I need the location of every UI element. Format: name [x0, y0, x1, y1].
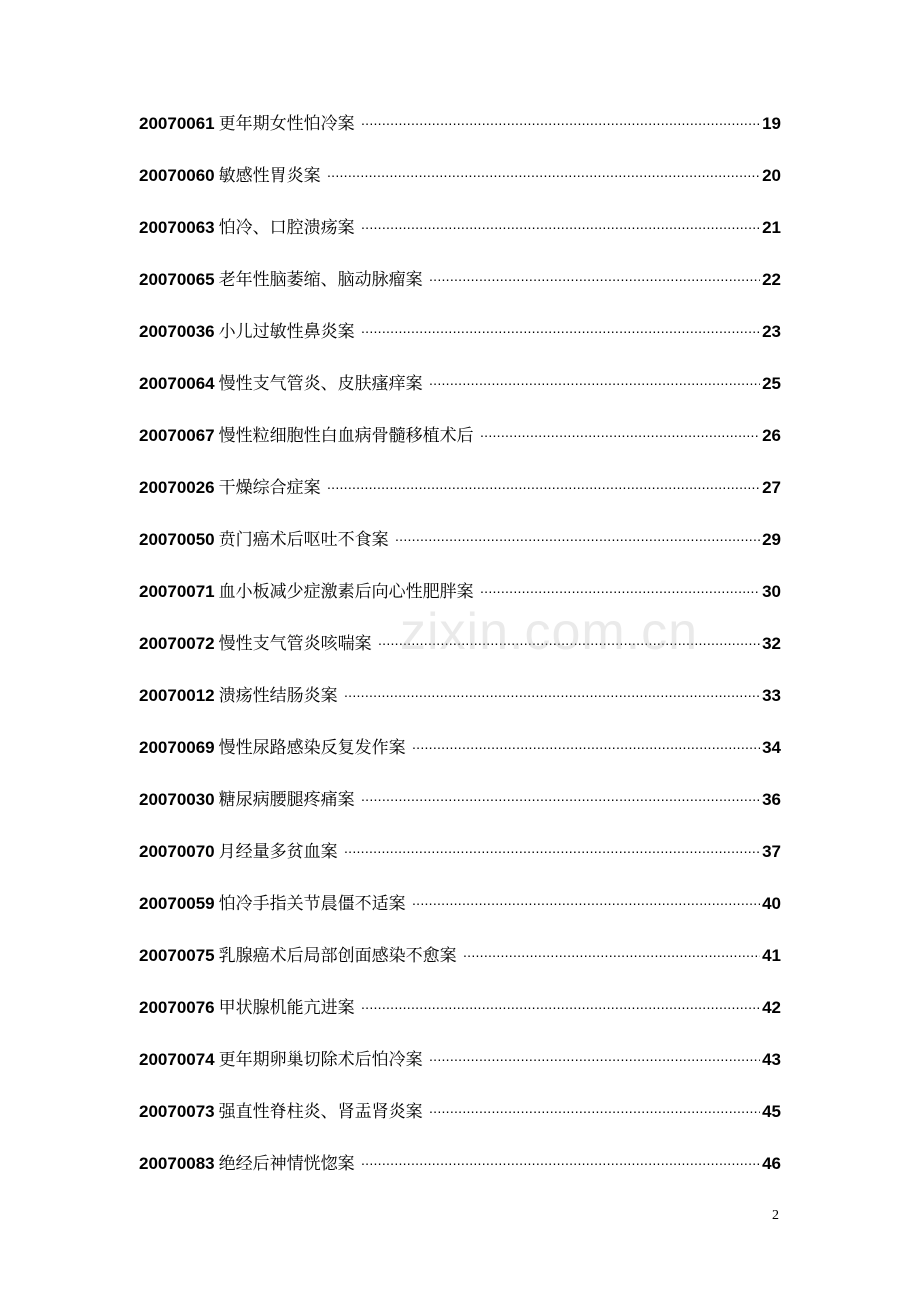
toc-entry-code: 20070065 [139, 270, 215, 289]
toc-entry-code: 20070036 [139, 322, 215, 341]
toc-dot-leader [361, 109, 760, 137]
toc-entry-title: 糖尿病腰腿疼痛案 [218, 790, 355, 810]
toc-dot-leader [361, 1149, 760, 1177]
toc-entry[interactable] [139, 370, 781, 422]
toc-entry-page: 41 [762, 946, 781, 965]
toc-entry-page: 33 [762, 686, 781, 705]
toc-entry-page: 21 [762, 218, 781, 237]
toc-entry-title: 老年性脑萎缩、脑动脉瘤案 [218, 270, 423, 290]
toc-entry[interactable] [139, 318, 781, 370]
toc-entry-page: 23 [762, 322, 781, 341]
toc-dot-leader [395, 525, 760, 553]
toc-entry-code: 20070070 [139, 842, 215, 861]
toc-entry-page: 20 [762, 166, 781, 185]
toc-entry-page: 22 [762, 270, 781, 289]
toc-entry-title: 怕冷、口腔溃疡案 [218, 218, 355, 238]
toc-entry-page: 27 [762, 478, 781, 497]
toc-entry-title: 乳腺癌术后局部创面感染不愈案 [218, 946, 457, 966]
toc-entry[interactable] [139, 162, 781, 214]
toc-entry-title: 敏感性胃炎案 [218, 166, 321, 186]
toc-entry-page: 26 [762, 426, 781, 445]
toc-dot-leader [480, 577, 760, 605]
toc-entry-code: 20070030 [139, 790, 215, 809]
toc-entry-code: 20070061 [139, 114, 215, 133]
toc-dot-leader [361, 993, 760, 1021]
toc-entry-code: 20070083 [139, 1154, 215, 1173]
toc-entry-page: 46 [762, 1154, 781, 1173]
toc-entry-code: 20070069 [139, 738, 215, 757]
page-number: 2 [772, 1208, 779, 1223]
toc-entry[interactable] [139, 682, 781, 734]
toc-entry[interactable] [139, 890, 781, 942]
toc-entry-code: 20070071 [139, 582, 215, 601]
toc-entry[interactable] [139, 994, 781, 1046]
toc-entry[interactable] [139, 786, 781, 838]
toc-entry-page: 25 [762, 374, 781, 393]
toc-entry[interactable] [139, 1098, 781, 1150]
toc-entry-title: 绝经后神情恍惚案 [218, 1154, 355, 1174]
toc-entry-page: 40 [762, 894, 781, 913]
toc-entry-code: 20070074 [139, 1050, 215, 1069]
toc-entry[interactable] [139, 266, 781, 318]
toc-entry[interactable] [139, 526, 781, 578]
toc-dot-leader [327, 161, 760, 189]
toc-dot-leader [412, 733, 760, 761]
toc-entry-code: 20070073 [139, 1102, 215, 1121]
toc-entry-code: 20070063 [139, 218, 215, 237]
toc-entry-title: 小儿过敏性鼻炎案 [218, 322, 355, 342]
toc-entry-title: 慢性尿路感染反复发作案 [218, 738, 406, 758]
toc-entry-title: 溃疡性结肠炎案 [218, 686, 338, 706]
toc-entry-page: 30 [762, 582, 781, 601]
toc-entry[interactable] [139, 942, 781, 994]
toc-entry-page: 34 [762, 738, 781, 757]
toc-entry-code: 20070050 [139, 530, 215, 549]
toc-entry-title: 慢性支气管炎、皮肤瘙痒案 [218, 374, 423, 394]
toc-entry-title: 甲状腺机能亢进案 [218, 998, 355, 1018]
toc-entry-title: 慢性支气管炎咳喘案 [218, 634, 372, 654]
toc-entry-code: 20070072 [139, 634, 215, 653]
toc-dot-leader [361, 317, 760, 345]
watermark: zixin.com.cn [400, 603, 699, 661]
toc-dot-leader [344, 837, 760, 865]
toc-entry[interactable] [139, 1046, 781, 1098]
toc-entry-code: 20070060 [139, 166, 215, 185]
toc-dot-leader [429, 1097, 760, 1125]
toc-entry-code: 20070026 [139, 478, 215, 497]
toc-dot-leader [361, 213, 760, 241]
toc-dot-leader [429, 369, 760, 397]
toc-entry-page: 37 [762, 842, 781, 861]
toc-dot-leader [412, 889, 760, 917]
toc-entry[interactable] [139, 110, 781, 162]
toc-entry[interactable] [139, 1150, 781, 1202]
toc-entry-page: 45 [762, 1102, 781, 1121]
toc-dot-leader [429, 1045, 760, 1073]
toc-entry[interactable] [139, 838, 781, 890]
toc-entry-code: 20070059 [139, 894, 215, 913]
toc-entry-title: 更年期女性怕冷案 [218, 114, 355, 134]
toc-entry-page: 42 [762, 998, 781, 1017]
toc-entry[interactable] [139, 214, 781, 266]
toc-dot-leader [361, 785, 760, 813]
toc-entry[interactable] [139, 474, 781, 526]
toc-entry-page: 29 [762, 530, 781, 549]
toc-entry-title: 慢性粒细胞性白血病骨髓移植术后 [218, 426, 474, 446]
toc-entry[interactable] [139, 734, 781, 786]
toc-dot-leader [429, 265, 760, 293]
toc-entry-title: 更年期卵巢切除术后怕冷案 [218, 1050, 423, 1070]
toc-entry-code: 20070076 [139, 998, 215, 1017]
toc-entry-page: 19 [762, 114, 781, 133]
toc-entry-title: 强直性脊柱炎、肾盂肾炎案 [218, 1102, 423, 1122]
toc-dot-leader [463, 941, 760, 969]
toc-entry-page: 32 [762, 634, 781, 653]
toc-dot-leader [480, 421, 760, 449]
toc-dot-leader [344, 681, 760, 709]
toc-entry-title: 月经量多贫血案 [218, 842, 338, 862]
toc-entry-title: 贲门癌术后呕吐不食案 [218, 530, 389, 550]
toc-entry-code: 20070067 [139, 426, 215, 445]
toc-entry-page: 43 [762, 1050, 781, 1069]
toc-entry-title: 干燥综合症案 [218, 478, 321, 498]
toc-entry-page: 36 [762, 790, 781, 809]
toc-entry[interactable] [139, 422, 781, 474]
toc-entry-title: 怕冷手指关节晨僵不适案 [218, 894, 406, 914]
toc-entry-code: 20070064 [139, 374, 215, 393]
toc-entry-code: 20070012 [139, 686, 215, 705]
toc-entry-code: 20070075 [139, 946, 215, 965]
toc-dot-leader [327, 473, 760, 501]
toc-entry-title: 血小板减少症激素后向心性肥胖案 [218, 582, 474, 602]
